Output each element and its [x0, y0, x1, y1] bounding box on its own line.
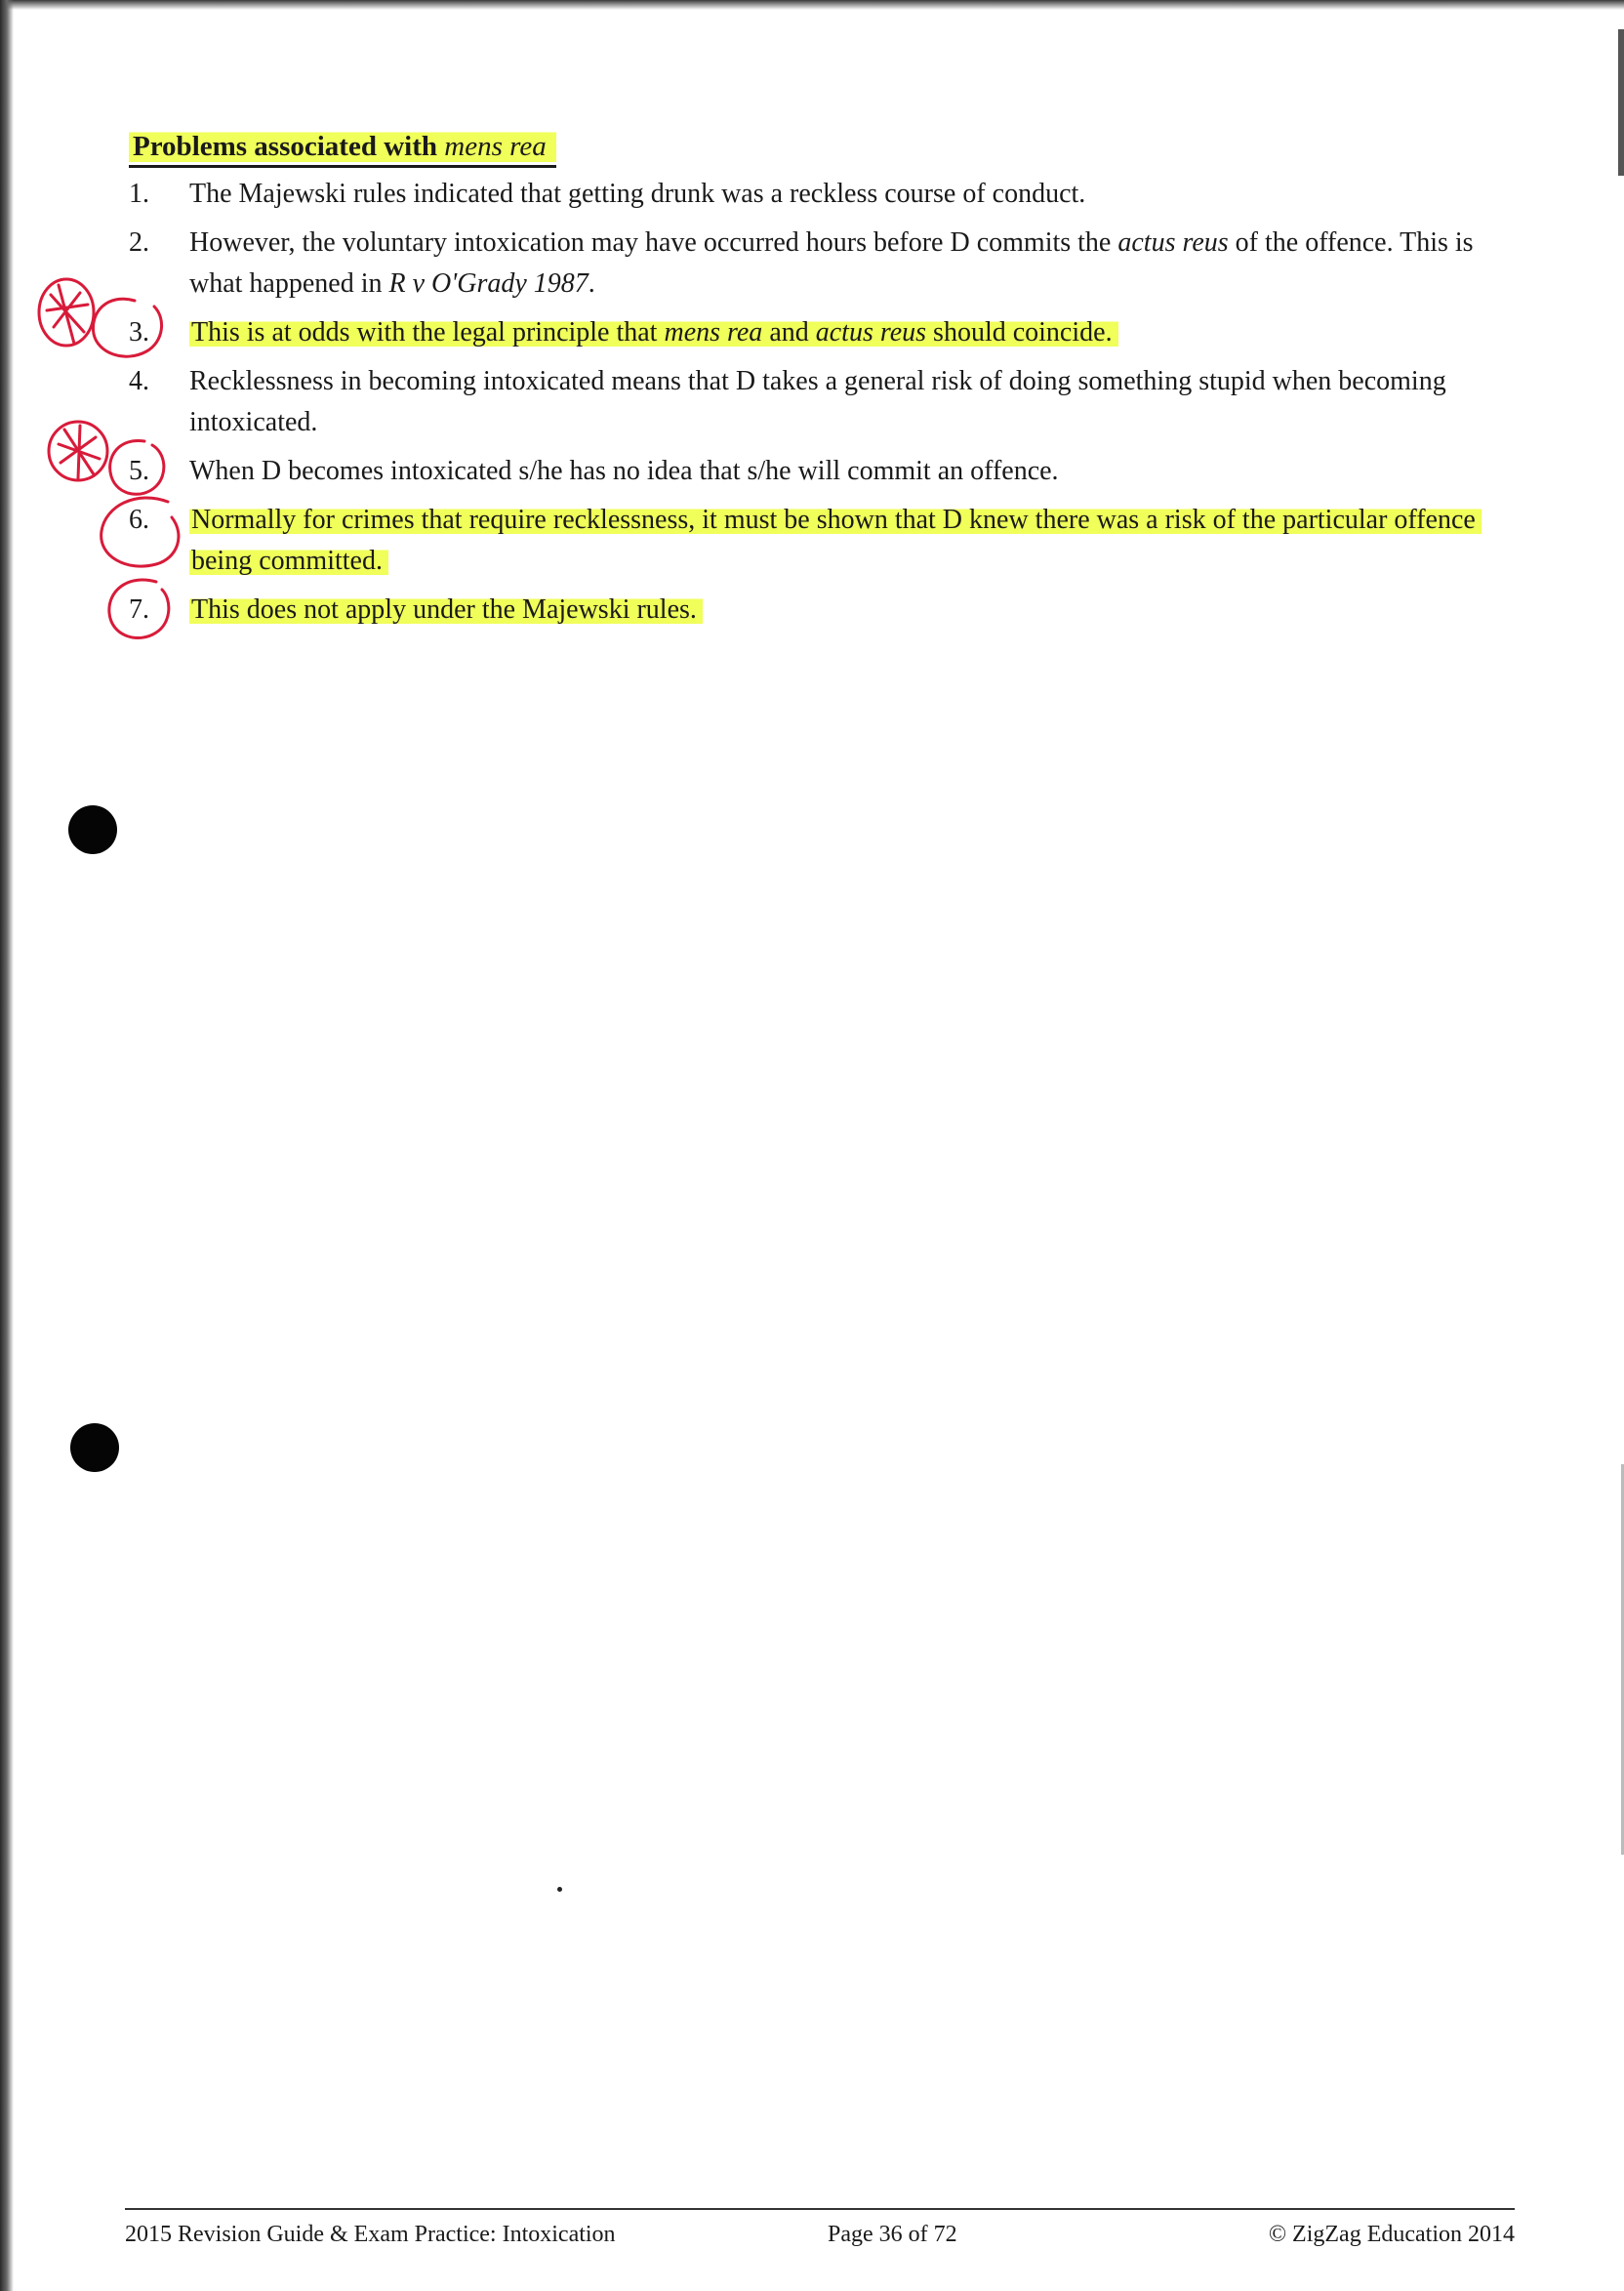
item-number: 1.: [129, 179, 149, 209]
list-item-6: [125, 500, 1511, 582]
page-content: [125, 129, 1511, 638]
list-item-5: [125, 451, 1511, 492]
highlighted-text: [189, 594, 703, 625]
scan-edge-left: [0, 0, 14, 2291]
item-number: 2.: [129, 227, 149, 258]
item-text: [189, 223, 1511, 305]
text-run: This is at odds with the legal principle that: [191, 317, 665, 348]
item-text-body: [189, 179, 1085, 209]
item-text: [189, 500, 1511, 582]
footer-page-number: Page 36 of 72: [828, 2222, 957, 2247]
item-text-body: [189, 456, 1059, 486]
item-text: [189, 174, 1511, 215]
footer-copyright: © ZigZag Education 2014: [1268, 2222, 1515, 2247]
item-number: 4.: [129, 366, 149, 396]
section-heading: [129, 129, 556, 168]
text-run: and: [762, 317, 816, 348]
text-run: .: [588, 268, 595, 299]
item-text: [189, 312, 1511, 353]
list-item-1: [125, 174, 1511, 215]
text-run: should coincide.: [926, 317, 1113, 348]
text-run: However, the voluntary intoxication may have occurred hours before D commits the: [189, 227, 1118, 258]
italic-term: mens rea: [664, 317, 763, 348]
italic-term: actus reus: [815, 317, 927, 348]
item-text: [189, 361, 1511, 443]
numbered-points-list: [125, 174, 1511, 631]
scan-speck: [557, 1887, 562, 1892]
punch-hole: [68, 805, 117, 854]
asterisk-circle-icon-3: [39, 279, 94, 346]
item-number: 5.: [129, 456, 149, 486]
heading-plain: Problems associated with: [133, 131, 445, 162]
text-run: Recklessness in becoming intoxicated means that D takes a general risk of doing something stupid when becoming intoxicated.: [189, 366, 1446, 437]
scan-edge-right: [1618, 29, 1624, 176]
text-run: The Majewski rules indicated that getting drunk was a reckless course of conduct.: [189, 179, 1086, 209]
italic-term: actus reus: [1117, 227, 1229, 258]
page-footer: [125, 2208, 1515, 2248]
list-item-2: [125, 223, 1511, 305]
highlighted-text: [189, 505, 1482, 576]
punch-hole: [70, 1423, 119, 1472]
list-item-3: [125, 312, 1511, 353]
list-item-4: [125, 361, 1511, 443]
item-number: 3.: [129, 317, 149, 348]
footer-title: 2015 Revision Guide & Exam Practice: Intoxication: [125, 2222, 616, 2247]
highlighted-text: [189, 317, 1118, 348]
heading-italic: mens rea: [444, 131, 547, 162]
item-text: [189, 590, 1511, 631]
item-text-body: [189, 366, 1446, 437]
text-run: When D becomes intoxicated s/he has no idea that s/he will commit an offence.: [189, 456, 1059, 486]
list-item-7: [125, 590, 1511, 631]
scan-edge-top: [0, 0, 1624, 10]
text-run: Normally for crimes that require recklessness, it must be shown that D knew there was a risk of the particular offence being committed.: [191, 505, 1476, 576]
text-run: This does not apply under the Majewski rules.: [191, 594, 697, 625]
asterisk-circle-icon-5: [49, 422, 107, 480]
item-number: 6.: [129, 505, 149, 535]
item-number: 7.: [129, 594, 149, 625]
item-text: [189, 451, 1511, 492]
text-run: of the offence. This is what happened in: [189, 227, 1474, 299]
item-text-body: [189, 227, 1474, 299]
italic-term: R v O'Grady 1987: [388, 268, 589, 299]
